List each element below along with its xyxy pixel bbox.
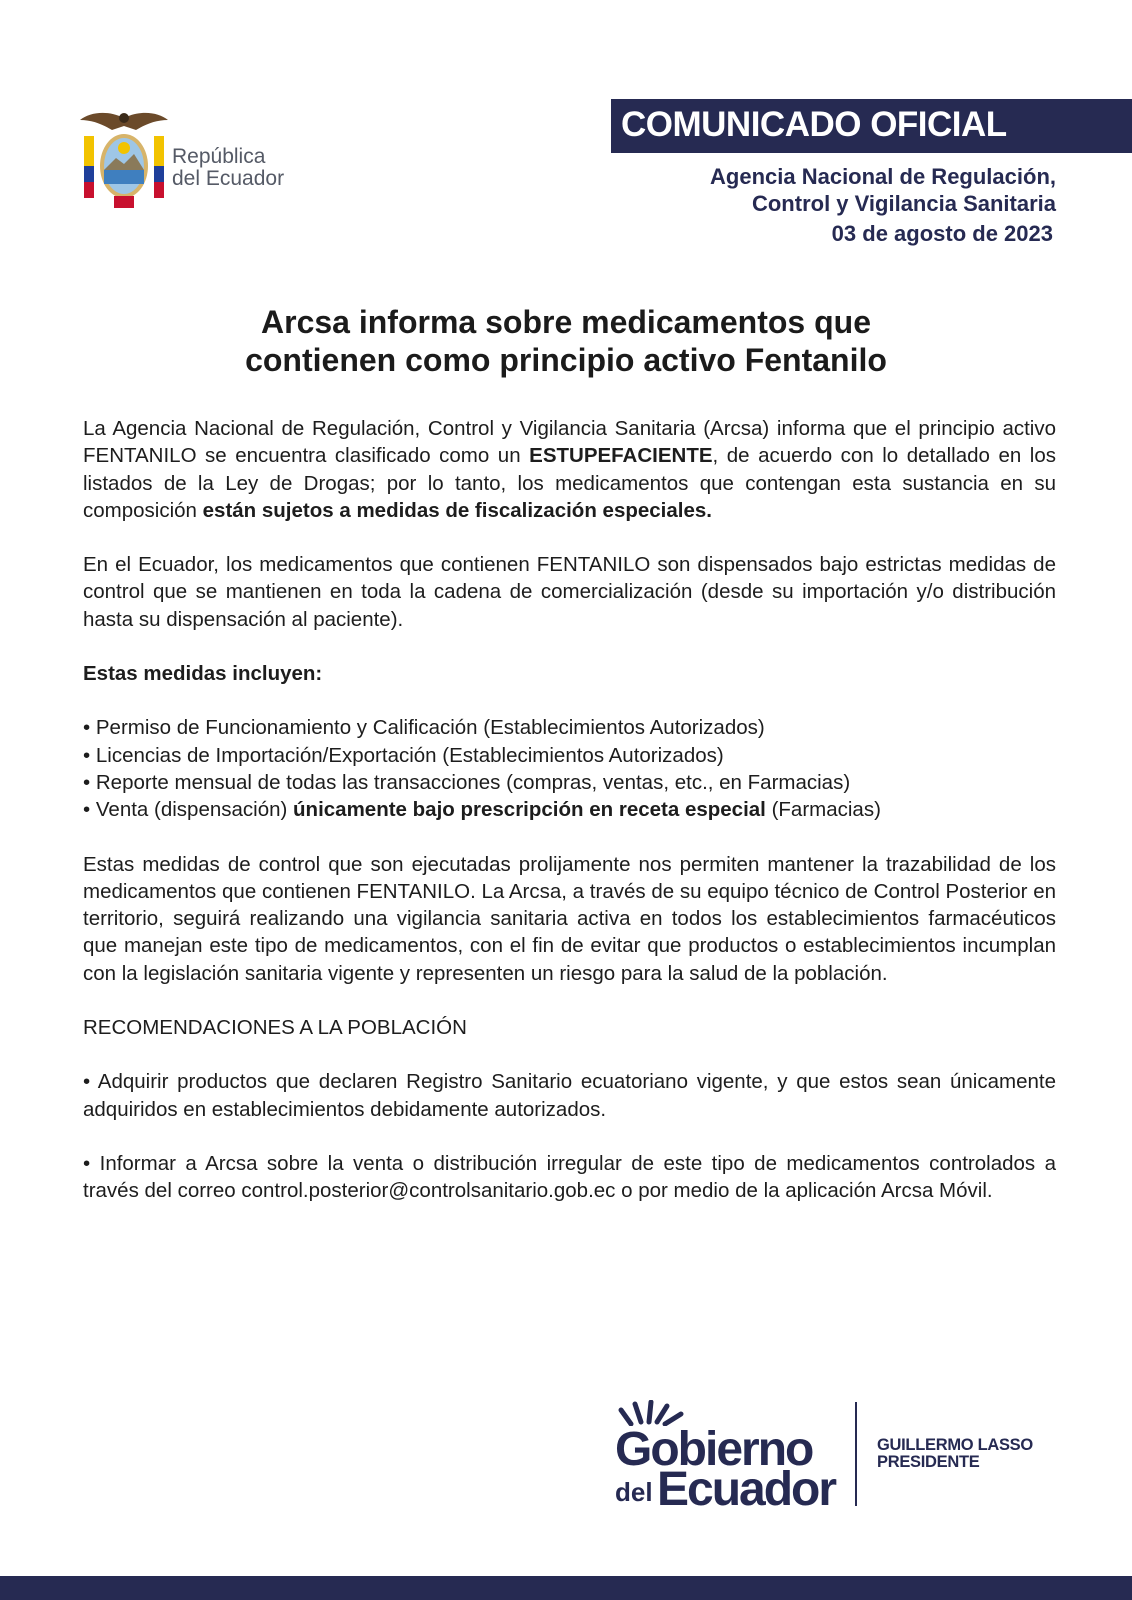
paragraph-2: En el Ecuador, los medicamentos que contienen FENTANILO son dispensados bajo estrictas medidas de control que se mantienen en toda la cadena de comercialización (desde su importación y/o distribución hasta su dispensación al paciente).: [83, 553, 1056, 631]
footer-divider: [855, 1402, 857, 1506]
document-body: [83, 415, 1056, 1205]
bottom-bar: [0, 1576, 1132, 1600]
recommendations-heading: RECOMENDACIONES A LA POBLACIÓN: [83, 1016, 467, 1040]
del-word: del: [615, 1477, 653, 1507]
gobierno-logo: [615, 1400, 855, 1516]
republica-label: [172, 146, 284, 190]
president-block: [877, 1437, 1033, 1471]
list-item: • Permiso de Funcionamiento y Calificación (Establecimientos Autorizados): [83, 716, 765, 740]
republica-label-line2: del Ecuador: [172, 167, 285, 190]
paragraph-1-text-b: , de acuerdo con lo detallado en los listados de la Ley de Drogas; por lo tanto, los medicamentos que contengan esta sustancia en su composición: [83, 444, 1056, 522]
republica-label-line1: República: [172, 145, 266, 168]
document-date: 03 de agosto de 2023: [831, 221, 1053, 246]
paragraph-1-text-a: La Agencia Nacional de Regulación, Control y Vigilancia Sanitaria (Arcsa) informa que el principio activo FENTANILO se encuentra clasificado como un: [83, 417, 1056, 468]
comunicado-banner: [611, 99, 1132, 153]
measures-heading: Estas medidas incluyen:: [83, 662, 323, 686]
measures-list: [83, 714, 1056, 823]
coat-of-arms-icon: [78, 108, 170, 212]
measure-4-text-b: (Farmacias): [765, 798, 881, 822]
gobierno-word: Gobierno: [615, 1423, 813, 1476]
measure-4-bold: únicamente bajo prescripción en receta especial: [293, 798, 766, 822]
paragraph-1: [83, 415, 1056, 524]
document-title-line1: Arcsa informa sobre medicamentos que: [261, 304, 871, 340]
paragraph-1-bold-a: ESTUPEFACIENTE: [529, 444, 713, 468]
banner-title: COMUNICADO OFICIAL: [621, 105, 1007, 144]
document-title-line2: contienen como principio activo Fentanilo: [245, 342, 887, 378]
recommendation-1: • Adquirir productos que declaren Registro Sanitario ecuatoriano vigente, y que estos sean únicamente adquiridos en establecimientos debidamente autorizados.: [83, 1070, 1056, 1121]
list-item: • Licencias de Importación/Exportación (Establecimientos Autorizados): [83, 743, 724, 767]
list-item: • Reporte mensual de todas las transacciones (compras, ventas, etc., en Farmacias): [83, 770, 851, 794]
agency-name: [710, 163, 1056, 217]
president-name: GUILLERMO LASSO: [877, 1436, 1033, 1454]
paragraph-1-bold-b: están sujetos a medidas de fiscalización especiales.: [202, 498, 712, 522]
president-title: PRESIDENTE: [877, 1453, 980, 1471]
agency-line2: Control y Vigilancia Sanitaria: [751, 191, 1056, 216]
measure-4-text-a: • Venta (dispensación): [83, 798, 294, 822]
document-title: [83, 303, 1049, 379]
list-item: [83, 796, 1056, 823]
republica-logo: [78, 108, 318, 218]
ecuador-word: Ecuador: [657, 1463, 836, 1516]
recommendation-2: • Informar a Arcsa sobre la venta o distribución irregular de este tipo de medicamentos controlados a través del correo control.posterior@controlsanitario.gob.ec o por medio de la aplicación Arcsa Móvil.: [83, 1151, 1056, 1203]
paragraph-3: Estas medidas de control que son ejecutadas prolijamente nos permiten mantener la trazabilidad de los medicamentos que contienen FENTANILO. La Arcsa, a través de su equipo técnico de Control Posterior en territorio, seguirá realizando una vigilancia sanitaria activa en todos los establecimientos farmacéuticos que manejan este tipo de medicamentos, con el fin de evitar que productos o establecimientos incumplan con la legislación sanitaria vigente y representen un riesgo para la salud de la población.: [83, 852, 1056, 985]
agency-line1: Agencia Nacional de Regulación,: [710, 164, 1056, 189]
